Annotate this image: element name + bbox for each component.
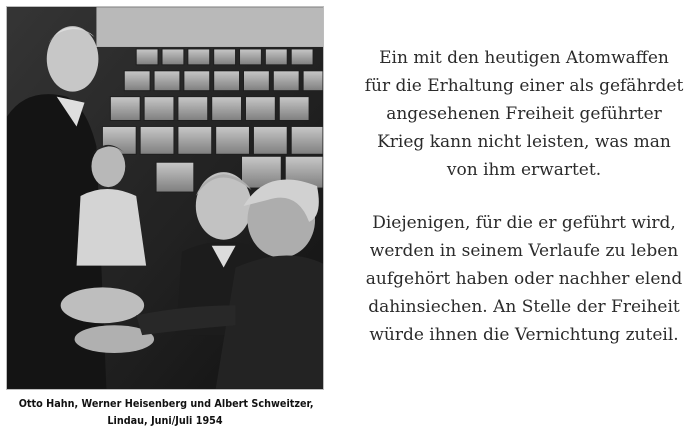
quote-line: von ihm erwartet. — [446, 160, 602, 180]
quote-line: dahinsiechen. An Stelle der Freiheit — [368, 297, 680, 317]
quote-paragraph-1 — [356, 44, 692, 184]
quote-line: für die Erhaltung einer als gefährdet — [364, 76, 684, 96]
historical-photo — [6, 6, 324, 390]
quote-line: Krieg kann nicht leisten, was man — [377, 132, 671, 152]
caption-line-2: Lindau, Juni/Juli 1954 — [107, 415, 223, 427]
quote-paragraph-2 — [356, 209, 692, 349]
caption-line-1: Otto Hahn, Werner Heisenberg und Albert Schweitzer, — [18, 398, 314, 410]
quote-line: würde ihnen die Vernichtung zuteil. — [369, 325, 679, 345]
quote-line: Diejenigen, für die er geführt wird, — [372, 213, 676, 233]
quote-line: angesehenen Freiheit geführter — [386, 104, 662, 124]
quote-line: werden in seinem Verlaufe zu leben — [369, 241, 679, 261]
quote-line: Ein mit den heutigen Atomwaffen — [379, 48, 669, 68]
photo-illustration — [7, 7, 323, 389]
quote-text — [356, 44, 692, 349]
quote-line: aufgehört haben oder nachher elend — [365, 269, 683, 289]
photo-caption — [19, 396, 312, 430]
